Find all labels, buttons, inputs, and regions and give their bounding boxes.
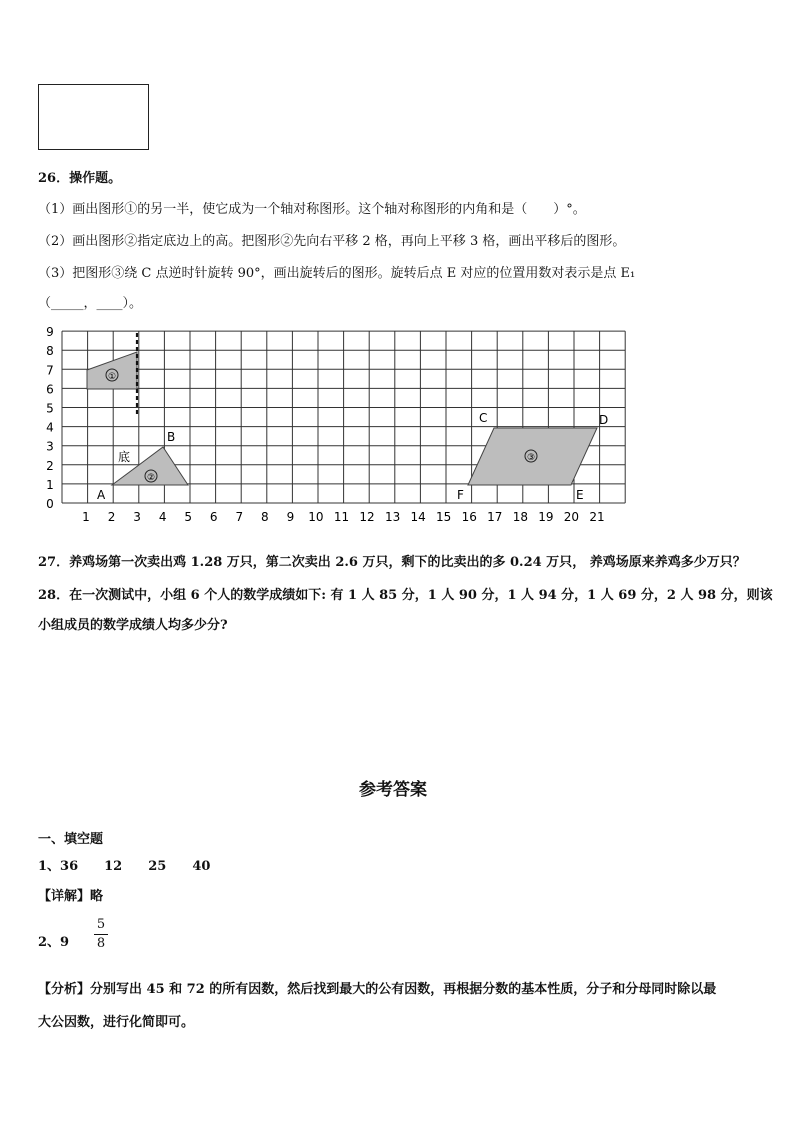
x-tick-label: 19 — [538, 510, 554, 524]
analysis-line1: 【分析】分别写出 45 和 72 的所有因数，然后找到最大的公有因数，再根据分数的基本性质，分子和分母同时除以最 — [38, 982, 717, 997]
answer-2-fraction — [93, 917, 109, 952]
y-tick-label: 1 — [46, 477, 54, 492]
y-tick-label: 5 — [46, 401, 54, 416]
x-tick-label: 7 — [235, 510, 244, 524]
q28-line1: 28．在一次测试中，小组 6 个人的数学成绩如下: 有 1 人 85 分，1 人 90 分，1 人 94 分，1 人 69 分，2 人 98 分，则该 — [38, 588, 773, 603]
answer-1: 1、36 12 25 40 — [38, 859, 211, 874]
x-tick-label: 13 — [384, 510, 401, 524]
x-tick-label: 17 — [487, 510, 503, 524]
point-c-label: C — [479, 411, 488, 425]
x-axis-labels — [82, 510, 604, 524]
x-tick-label: 18 — [512, 510, 528, 524]
q26-part1: （1）画出图形①的另一半，使它成为一个轴对称图形。这个轴对称图形的内角和是（ ）°。 — [38, 202, 586, 217]
shape-1-label: ① — [107, 372, 117, 382]
answers-title: 参考答案 — [359, 780, 427, 800]
q27: 27．养鸡场第一次卖出鸡 1.28 万只，第二次卖出 2.6 万只，剩下的比卖出的多 0.24 万只， 养鸡场原来养鸡多少万只？ — [38, 555, 746, 570]
point-e-label: E — [576, 488, 584, 502]
y-tick-label: 2 — [46, 458, 54, 473]
y-tick-label: 4 — [46, 420, 54, 435]
base-label: 底 — [118, 450, 131, 464]
shape-2-label: ② — [146, 473, 156, 483]
x-tick-label: 12 — [359, 510, 375, 524]
y-tick-label: 0 — [46, 497, 54, 511]
point-b-label: B — [167, 430, 176, 444]
x-tick-label: 20 — [563, 510, 580, 524]
y-tick-label: 7 — [46, 363, 54, 378]
answer-2: 2、9 — [38, 935, 70, 950]
q26-part3: （3）把图形③绕 C 点逆时针旋转 90°，画出旋转后的图形。旋转后点 E 对应的位置用数对表示是点 E₁ — [38, 266, 636, 281]
q28-line2: 小组成员的数学成绩人均多少分? — [38, 618, 228, 633]
x-tick-label: 6 — [209, 510, 218, 524]
x-tick-label: 3 — [133, 510, 141, 524]
answer-1-detail: 【详解】略 — [38, 889, 104, 904]
q26-part2: （2）画出图形②指定底边上的高。把图形②先向右平移 2 格，再向上平移 3 格，画出平移后的图形。 — [38, 234, 626, 249]
y-tick-label: 9 — [46, 325, 54, 340]
x-tick-label: 4 — [158, 510, 167, 524]
y-tick-label: 6 — [46, 382, 54, 397]
x-tick-label: 21 — [589, 510, 605, 524]
x-tick-label: 10 — [308, 510, 324, 524]
point-d-label: D — [599, 413, 609, 427]
fraction-numerator: 5 — [96, 917, 106, 932]
x-tick-label: 2 — [107, 510, 116, 524]
q26-title: 26．操作题。 — [38, 171, 122, 186]
shape-3-label: ③ — [526, 453, 536, 463]
answers-section: 一、填空题 — [38, 832, 104, 847]
x-tick-label: 15 — [436, 510, 452, 524]
y-tick-label: 3 — [46, 439, 54, 454]
x-tick-label: 8 — [261, 510, 269, 524]
shape-1 — [87, 352, 137, 389]
x-tick-label: 9 — [286, 510, 295, 524]
analysis-line2: 大公因数，进行化简即可。 — [38, 1015, 195, 1030]
x-tick-label: 5 — [184, 510, 193, 524]
point-a-label: A — [97, 488, 106, 502]
q26-part3-blank: （_____，____）。 — [38, 296, 143, 311]
point-f-label: F — [457, 488, 464, 502]
x-tick-label: 11 — [333, 510, 350, 524]
y-axis-labels — [46, 325, 54, 511]
y-tick-label: 8 — [46, 344, 54, 359]
fraction-denominator: 8 — [96, 936, 106, 951]
x-tick-label: 1 — [82, 510, 90, 524]
x-tick-label: 14 — [410, 510, 426, 524]
x-tick-label: 16 — [461, 510, 477, 524]
